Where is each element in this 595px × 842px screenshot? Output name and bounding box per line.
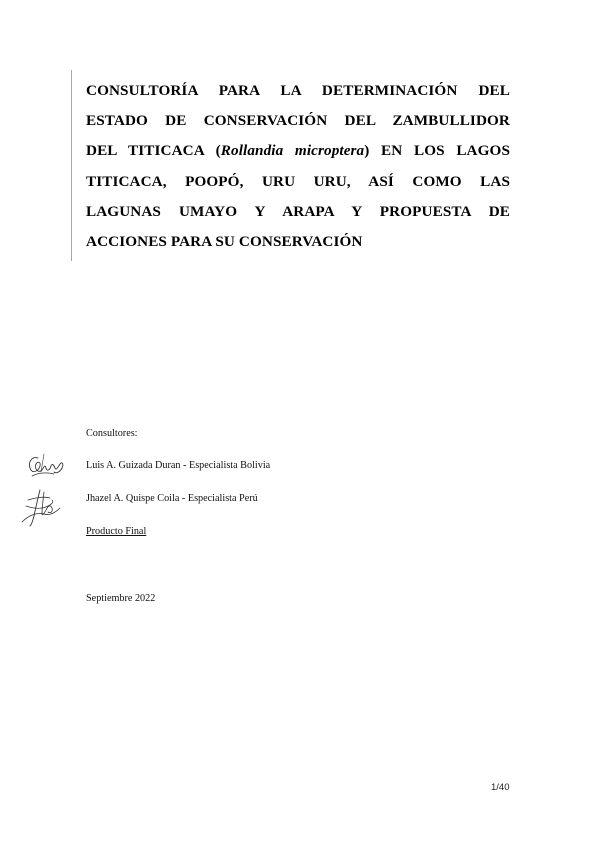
author-1: Luis A. Guizada Duran - Especialista Bolivia [86, 460, 271, 471]
title-line-1: CONSULTORÍA PARA LA DETERMINACIÓN DEL [86, 82, 510, 99]
title-line-2: ESTADO DE CONSERVACIÓN DEL ZAMBULLIDOR [86, 112, 510, 130]
title-line-3-suffix: ) EN LOS LAGOS [364, 142, 510, 160]
title-accent-rule [71, 70, 72, 261]
page-number: 1/40 [491, 782, 510, 793]
author-2: Jhazel A. Quispe Coila - Especialista Perú [86, 493, 258, 504]
title-line-5: LAGUNAS UMAYO Y ARAPA Y PROPUESTA DE [86, 202, 510, 220]
signature-1-icon [24, 452, 66, 484]
product-label: Producto Final [86, 526, 147, 537]
consultants-label: Consultores: [86, 428, 138, 439]
title-line-4: TITICACA, POOPÓ, URU URU, ASÍ COMO LAS [86, 172, 510, 190]
species-name: Rollandia microptera [220, 142, 365, 160]
title-line-3-prefix: DEL TITICACA ( [86, 142, 221, 160]
document-title [86, 76, 510, 257]
signature-2-icon [18, 486, 64, 528]
title-line-6: ACCIONES PARA SU CONSERVACIÓN [86, 232, 363, 250]
title-line-3 [86, 136, 510, 166]
document-date: Septiembre 2022 [86, 593, 156, 604]
